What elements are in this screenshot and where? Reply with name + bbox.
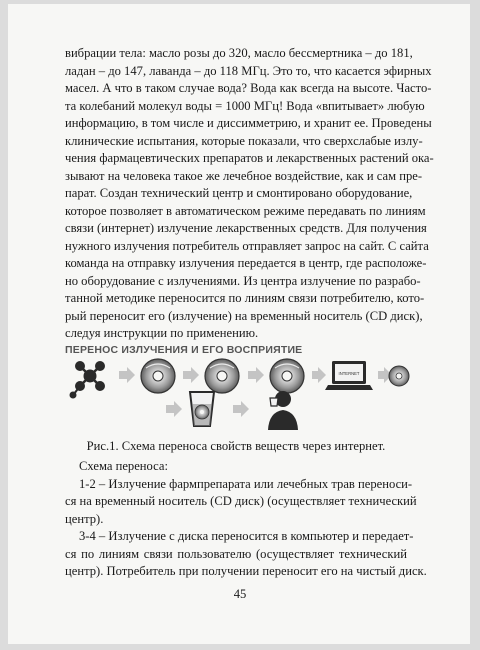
molecule-icon — [70, 362, 105, 399]
figure-caption: Рис.1. Схема переноса свойств веществ через интернет. — [86, 439, 386, 453]
scheme-text — [65, 458, 427, 581]
page-number: 45 — [233, 587, 247, 601]
scheme-line: центр). Потребитель при получении переносит его на чистый диск. — [65, 564, 427, 578]
body-line: зывают на человека такое же лечебное воздействие, как и сам пре- — [65, 168, 423, 183]
body-line: клинические испытания, которые показали, что сверхслабые излу- — [65, 133, 423, 148]
body-line: та колебаний молекул воды = 1000 МГц! Вода «впитывает» любую — [65, 98, 425, 113]
scheme-heading: Схема переноса: — [79, 459, 168, 473]
body-text — [65, 45, 434, 343]
body-line: чения фармацевтических препаратов и лекарственных растений ока- — [65, 151, 434, 165]
cd-disc-icon — [389, 366, 409, 386]
arrow-right-icon — [248, 367, 264, 383]
body-line: которое позволяет в автоматическом режиме передавать по линиям — [65, 203, 426, 218]
scheme-line: центр). — [65, 511, 104, 526]
body-line: нужного излучения потребитель отправляет запрос на сайт. С сайта — [65, 238, 429, 253]
water-glass-icon — [190, 392, 214, 426]
body-line: следуя инструкции по применению. — [65, 326, 259, 340]
body-line: парат. Создан технический центр и смонтировано оборудование, — [65, 186, 413, 200]
transfer-diagram — [60, 354, 410, 440]
arrow-right-icon — [166, 401, 182, 417]
body-line: вибрации тела: масло розы до 320, масло бессмертника – до 181, — [65, 46, 413, 60]
body-line: команда на отправку излучения передается в центр, где расположе- — [65, 256, 427, 270]
body-line: ладан – до 147, лаванда – до 118 МГц. Это то, что касается эфирных — [65, 63, 432, 78]
arrow-right-icon — [183, 367, 199, 383]
arrow-right-icon — [312, 367, 326, 383]
cd-disc-icon — [205, 359, 239, 393]
scheme-line: ся на временный носитель (CD диск) (осуществляет технический — [65, 494, 417, 508]
person-drinking-icon — [268, 391, 298, 430]
cd-disc-icon — [270, 359, 304, 393]
body-line: связи (интернет) излучение лекарственных средств. Для получения — [65, 221, 427, 235]
scheme-line: ся по линиям связи пользователю (осуществляет технический — [65, 546, 407, 561]
body-line: масел. А что в таком случае вода? Вода как всегда на высоте. Часто- — [65, 81, 432, 95]
arrow-right-icon — [233, 401, 249, 417]
scheme-line: 3-4 – Излучение с диска переносится в компьютер и передает- — [79, 529, 414, 543]
laptop-icon — [325, 361, 373, 390]
body-line: но оборудование с излучениями. Из центра излучение по разрабо- — [65, 273, 421, 288]
body-line: рый переносит его (излучение) на временный носитель (CD диск), — [65, 308, 423, 323]
figure-title: ПЕРЕНОС ИЗЛУЧЕНИЯ И ЕГО ВОСПРИЯТИЕ — [65, 344, 303, 356]
body-line: информацию, в том числе и диссимметрию, и хранит ее. Проведены — [65, 116, 432, 130]
scheme-line: 1-2 – Излучение фармпрепарата или лечебных трав переноси- — [79, 476, 413, 491]
arrow-right-icon — [119, 367, 135, 383]
body-line: танной методике переносится по линиям связи потребителю, кото- — [65, 291, 425, 305]
laptop-screen-text: INTERNET — [338, 371, 360, 376]
cd-disc-icon — [141, 359, 175, 393]
